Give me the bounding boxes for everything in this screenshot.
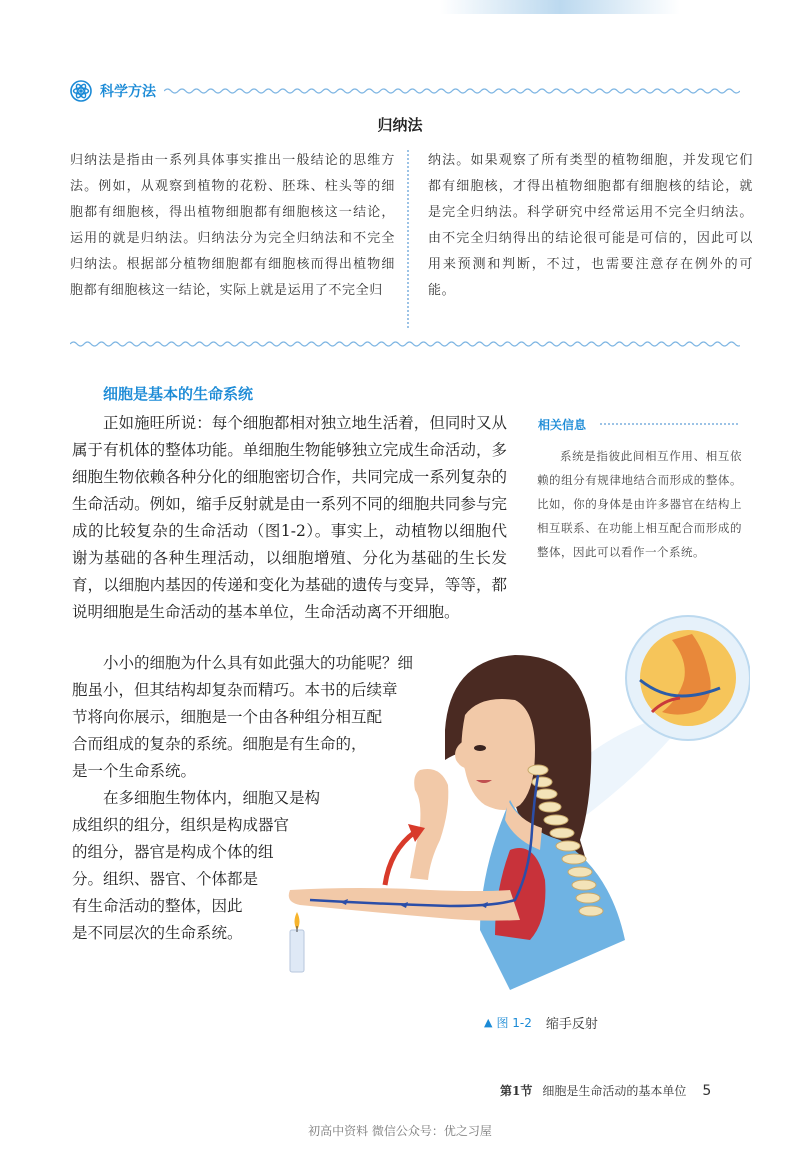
column-divider: [407, 150, 409, 328]
p3-line: 分。组织、器官、个体都是: [72, 870, 259, 888]
wave-divider-top: [164, 87, 740, 95]
footer-title: 细胞是生命活动的基本单位: [542, 1084, 687, 1098]
page-number: 5: [702, 1083, 712, 1099]
side-info-text: 系统是指彼此间相互作用、相互依赖的组分有规律地结合而形成的整体。比如，你的身体是由许多器官在结构上相互联系、在功能上相互配合而形成的整体，因此可以看作一个系统。: [537, 449, 742, 559]
method-box-label: 科学方法: [100, 84, 156, 100]
section-heading: 细胞是基本的生命系统: [103, 385, 254, 403]
page-footer: [500, 1082, 711, 1099]
main-paragraph: [72, 410, 507, 626]
p2-line: 节将向你展示，细胞是一个由各种组分相互配: [72, 708, 383, 726]
p2-line: 合而组成的复杂的系统。细胞是有生命的，: [72, 735, 367, 753]
wave-divider-bottom: [70, 340, 740, 348]
method-left-column: 归纳法是指由一系列具体事实推出一般结论的思维方法。例如，从观察到植物的花粉、胚珠、柱头等的细胞都有细胞核，得出植物细胞都有细胞核这一结论，运用的就是归纳法。归纳法分为完全归纳法和不完全归纳法。根据部分植物细胞都有细胞核而得出植物细胞都有细胞核这一结论，实际上就是运用了不完全归: [70, 153, 395, 298]
side-info-title: 相关信息: [538, 418, 587, 432]
method-right-column: 纳法。如果观察了所有类型的植物细胞，并发现它们都有细胞核，才得出植物细胞都有细胞核的结论，就是完全归纳法。科学研究中经常运用不完全归纳法。由不完全归纳得出的结论很可能是可信的，因此可以用来预测和判断，不过，也需要注意存在例外的可能。: [428, 153, 753, 298]
p2-line: 是一个生命系统。: [72, 762, 197, 780]
p3-line: 的组分，器官是构成个体的组: [72, 843, 274, 861]
top-gradient-band: [0, 0, 800, 14]
method-box-header: [70, 80, 740, 102]
figure-number: 图 1-2: [496, 1016, 532, 1030]
p2-line: 胞虽小，但其结构却复杂而精巧。本书的后续章: [72, 681, 398, 699]
footer-chapter: 第1节: [500, 1084, 533, 1098]
triangle-icon: ▲: [484, 1016, 493, 1029]
method-box-title: 归纳法: [377, 116, 423, 134]
reflex-illustration: [280, 600, 750, 990]
p3-line: 有生命活动的整体，因此: [72, 897, 243, 915]
atom-icon: [70, 80, 92, 102]
watermark-text: 初高中资料 微信公众号：优之习屋: [308, 1124, 492, 1138]
figure-caption: [484, 1013, 598, 1032]
side-info-divider: [600, 423, 738, 425]
paragraph-1: 正如施旺所说：每个细胞都相对独立地生活着，但同时又从属于有机体的整体功能。单细胞生物能够独立完成生命活动，多细胞生物依赖各种分化的细胞密切合作，共同完成一系列复杂的生命活动。例如，缩手反射就是由一系列不同的细胞共同参与完成的比较复杂的生命活动（图1-2）。事实上，动植物以细胞代谢为基础的各种生理活动，以细胞增殖、分化为基础的生长发育，以细胞内基因的传递和变化为基础的遗传与变异，等等，都说明细胞是生命活动的基本单位，生命活动离不开细胞。: [72, 414, 507, 621]
p3-line: 是不同层次的生命系统。: [72, 924, 243, 942]
p2-line: 小小的细胞为什么具有如此强大的功能呢？细: [103, 654, 414, 672]
p3-line: 在多细胞生物体内，细胞又是构: [103, 789, 321, 807]
p3-line: 成组织的组分，组织是构成器官: [72, 816, 290, 834]
figure-caption-text: 缩手反射: [545, 1017, 598, 1032]
